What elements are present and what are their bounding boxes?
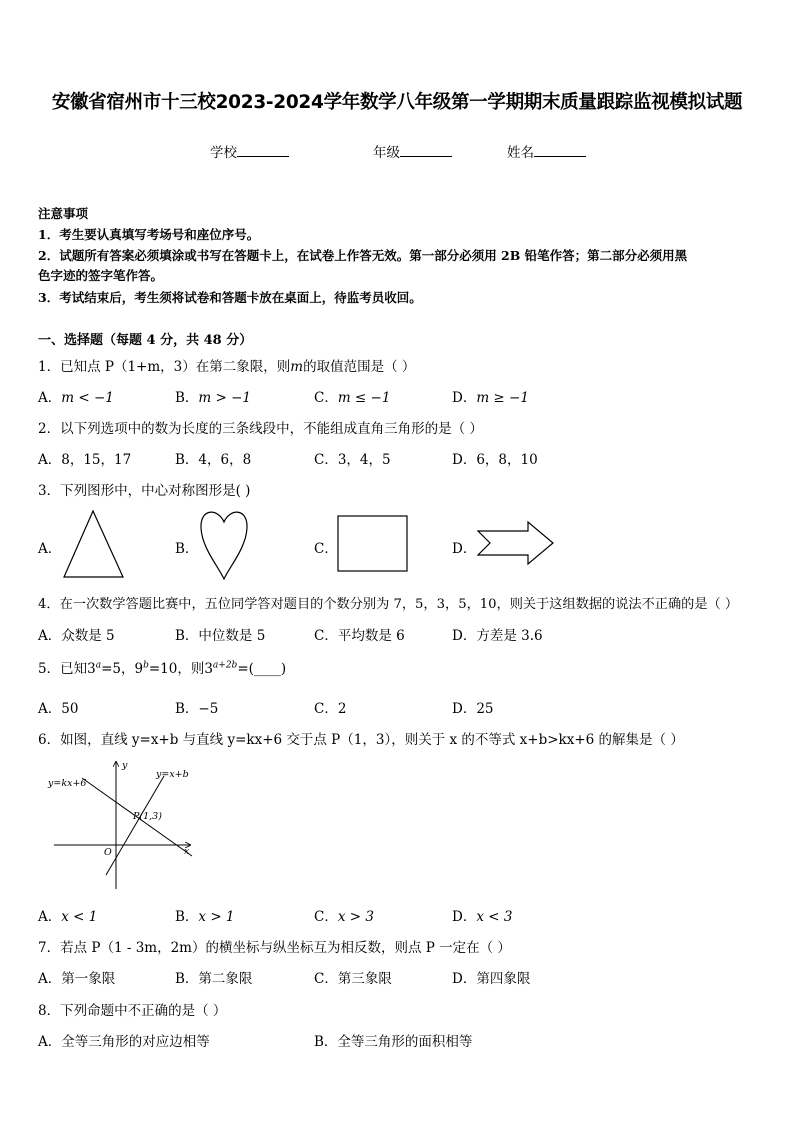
q5-option-b: B．−5 <box>175 701 219 717</box>
q7-option-c: C．第三象限 <box>314 971 392 987</box>
q2-option-d: D．6，8，10 <box>452 452 538 468</box>
q8-stem: 8．下列命题中不正确的是（ ） <box>38 1003 227 1019</box>
arrow-figure <box>476 520 556 566</box>
label-x: x <box>184 846 190 857</box>
label-origin: O <box>104 847 112 858</box>
q8-option-b: B．全等三角形的面积相等 <box>314 1034 473 1050</box>
q2-option-b: B．4，6，8 <box>175 452 252 468</box>
q1-option-a: A．m < −1 <box>38 390 114 406</box>
grade-blank <box>400 143 452 157</box>
q6-graph <box>44 756 204 894</box>
q6-option-c: C．x > 3 <box>314 909 374 925</box>
notes-heading: 注意事项 <box>38 206 89 221</box>
q5-option-a: A．50 <box>38 701 79 717</box>
q1-var: m <box>290 359 304 375</box>
q4-option-b: B．中位数是 5 <box>175 628 266 644</box>
rectangle-figure <box>337 515 409 573</box>
q5-option-d: D．25 <box>452 701 494 717</box>
q6-option-d: D．x < 3 <box>452 909 513 925</box>
label-line-kx6: y=kx+6 <box>48 778 87 789</box>
q3-stem: 3．下列图形中，中心对称图形是( ) <box>38 483 251 499</box>
q3-option-a: A． <box>38 541 62 557</box>
q1-option-d: D．m ≥ −1 <box>452 390 529 406</box>
note-2-cont: 色字迹的签字笔作答。 <box>38 268 164 283</box>
heart-figure <box>198 506 250 582</box>
school-field <box>210 141 289 161</box>
note-2: 2．试题所有答案必须填涂或书写在答题卡上，在试卷上作答无效。第一部分必须用 2B 铅笔作答；第二部分必须用黑 <box>38 248 688 263</box>
grade-field <box>373 141 452 161</box>
q1-option-b: B．m > −1 <box>175 390 252 406</box>
q3-option-d: D． <box>452 541 477 557</box>
q7-stem: 7．若点 P（1 - 3m，2m）的横坐标与纵坐标互为相反数，则点 P 一定在（ ） <box>38 940 511 956</box>
q1-option-c: C．m ≤ −1 <box>314 390 391 406</box>
label-point-p: P(1,3) <box>133 811 162 822</box>
q6-option-a: A．x < 1 <box>38 909 98 925</box>
page-title: 安徽省宿州市十三校2023-2024学年数学八年级第一学期期末质量跟踪监视模拟试题 <box>51 92 743 113</box>
name-field <box>507 141 586 161</box>
q6-stem: 6．如图，直线 y=x+b 与直线 y=kx+6 交于点 P（1，3），则关于 x 的不等式 x+b>kx+6 的解集是（ ） <box>38 732 684 748</box>
q2-stem: 2．以下列选项中的数为长度的三条线段中，不能组成直角三角形的是（ ） <box>38 421 483 437</box>
q6-option-b: B．x > 1 <box>175 909 235 925</box>
section-heading: 一、选择题（每题 4 分，共 48 分） <box>38 333 253 348</box>
q1-stem: 1．已知点 P（1+m，3）在第二象限，则m的取值范围是（ ） <box>38 359 416 375</box>
school-label: 学校 <box>210 145 237 161</box>
q4-option-a: A．众数是 5 <box>38 628 115 644</box>
q2-option-c: C．3，4，5 <box>314 452 391 468</box>
q4-option-c: C．平均数是 6 <box>314 628 405 644</box>
q7-option-d: D．第四象限 <box>452 971 531 987</box>
q7-option-b: B．第二象限 <box>175 971 253 987</box>
q5-option-c: C．2 <box>314 701 347 717</box>
q7-option-a: A．第一象限 <box>38 971 116 987</box>
grade-label: 年级 <box>373 145 400 161</box>
q4-stem: 4．在一次数学答题比赛中，五位同学答对题目的个数分别为 7，5，3，5，10，则关于这组数据的说法不正确的是（ ） <box>38 597 739 612</box>
school-blank <box>237 143 289 157</box>
name-blank <box>534 143 586 157</box>
q4-option-d: D．方差是 3.6 <box>452 628 543 644</box>
label-line-xb: y=x+b <box>156 769 189 780</box>
q3-option-c: C． <box>314 541 338 557</box>
triangle-figure <box>62 508 126 580</box>
q3-option-b: B． <box>175 541 199 557</box>
name-label: 姓名 <box>507 145 534 161</box>
line-xb <box>106 776 164 875</box>
q8-option-a: A．全等三角形的对应边相等 <box>38 1034 210 1050</box>
label-y: y <box>122 760 128 771</box>
note-1: 1．考生要认真填写考场号和座位序号。 <box>38 227 260 242</box>
q2-option-a: A．8，15，17 <box>38 452 132 468</box>
q5-stem: 5．已知$3^a=5$，$9^b=10$，则$3^{a+2b}=(\_\_\_\_)$ <box>38 660 287 677</box>
note-3: 3．考试结束后，考生须将试卷和答题卡放在桌面上，待监考员收回。 <box>38 290 422 305</box>
